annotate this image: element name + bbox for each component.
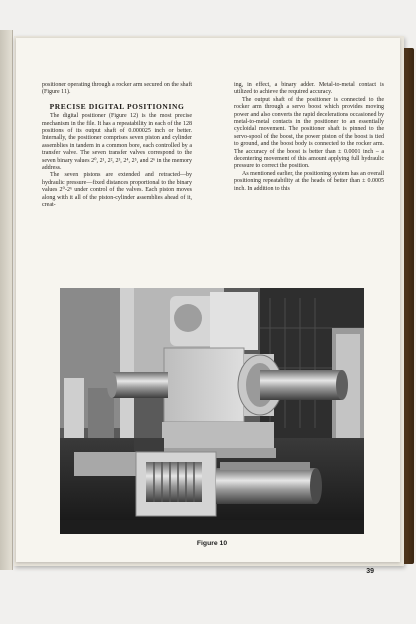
text-column-left (42, 82, 192, 210)
previous-page-edge (0, 30, 13, 570)
intro-text: positioner operating through a rocker arm secured on the shaft (Figure 11). (42, 82, 192, 96)
figure-photo (60, 288, 364, 534)
paragraph: As mentioned earlier, the positioning system has an overall positioning repeatability at the heads of better than ± 0.0005 inch. In addition to this (234, 170, 384, 192)
section-heading: PRECISE DIGITAL POSITIONING (49, 101, 185, 111)
machine-photo-illustration (60, 288, 364, 534)
page-number: 39 (366, 568, 374, 575)
paragraph: The output shaft of the positioner is connected to the rocker arm through a servo boost which provides moving power and also converts the rapid decelerations occasioned by metal-to-metal contacts in the positioner to an essentially cycloidal movement. The positioner shaft is pinned to the servo-spool of the boost, the power piston of the boost is tied to ground, and the boost body is connected to the rocker arm. The accuracy of the boost is better than ± 0.0001 inch – a decentering movement of this amount applying full hydraulic pressure to correct the position. (234, 96, 384, 170)
paragraph: ing, in effect, a binary adder. Metal-to-metal contact is utilized to achieve the required accuracy. (234, 82, 384, 96)
figure-caption: Figure 10 (196, 540, 228, 547)
paragraph: The digital positioner (Figure 12) is the most precise mechanism in the file. It has a repeatability in each of the 128 positions of its output shaft of 0.000025 inch or better. Internally, the positioner comprises seven piston and cylinder assemblies in tandem in a common bore, each controlled by a transfer valve. The seven transfer valves correspond to the seven binary values 2⁰, 2¹, 2², 2³, 2⁴, 2⁵, and 2⁶ in the memory address. (42, 113, 192, 172)
book-page (16, 38, 400, 575)
text-column-right (234, 82, 384, 193)
paragraph: The seven pistons are extended and retracted—by hydraulic pressure—fixed distances proportional to the binary values 2⁰-2⁶ under control of the valves. Each piston moves along with it all of the piston-cylinder assemblies ahead of it, creat- (42, 172, 192, 209)
